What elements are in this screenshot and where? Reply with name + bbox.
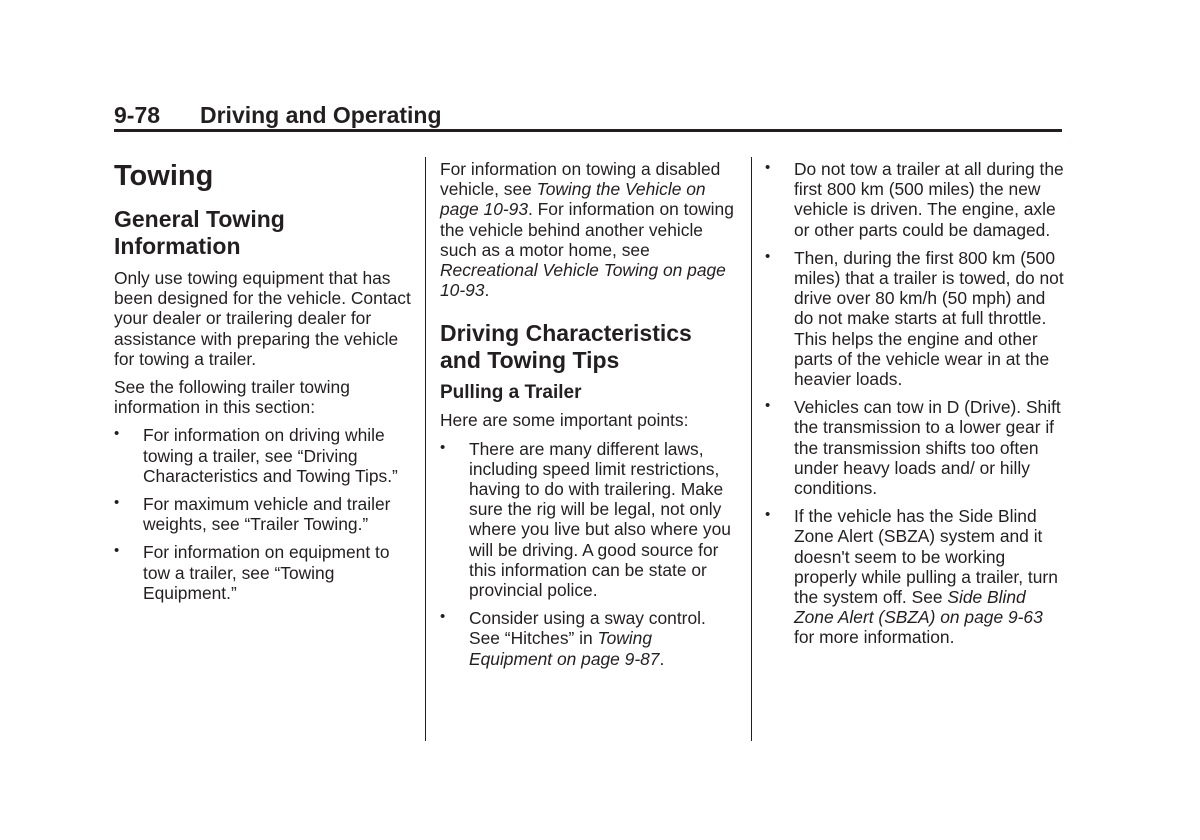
paragraph: See the following trailer towing information in this section: xyxy=(114,377,350,418)
bullet-icon: • xyxy=(765,397,771,415)
section-title: Towing xyxy=(114,160,214,192)
list-item-text: Vehicles can tow in D (Drive). Shift the transmission to a lower gear if the transmission shifts too often under heavy loads and/ or hilly conditions. xyxy=(794,397,1061,499)
bullet-icon: • xyxy=(765,506,771,524)
list-item-text: Do not tow a trailer at all during the first 800 km (500 miles) the new vehicle is driven. The engine, axle or other parts could be damaged. xyxy=(794,159,1064,240)
bullet-icon: • xyxy=(114,494,120,512)
paragraph xyxy=(440,159,738,300)
paragraph: Only use towing equipment that has been designed for the vehicle. Contact your dealer or trailering dealer for assistance with preparing the vehicle for towing a trailer. xyxy=(114,268,411,369)
list-item xyxy=(440,439,738,601)
column-2 xyxy=(440,159,738,677)
list-item-text: For information on driving while towing a trailer, see “Driving Characteristics and Towing Tips.” xyxy=(143,425,398,486)
bullet-icon: • xyxy=(114,425,120,443)
text-run: . For information on towing the vehicle behind another vehicle such as a motor home, see xyxy=(440,199,734,260)
text-run: Consider using a sway control. See “Hitches” in xyxy=(469,608,706,649)
text-run: If the vehicle has the Side Blind Zone Alert (SBZA) system and it doesn't seem to be working properly while pulling a trailer, turn the system off. See xyxy=(794,506,1058,608)
subsection-title: Driving Characteristics and Towing Tips xyxy=(440,320,692,374)
column-divider-2 xyxy=(751,157,752,741)
bullet-icon: • xyxy=(440,438,446,456)
list-item-text: There are many different laws, including speed limit restrictions, having to do with trailering. Make sure the rig will be legal, not only where you live but also where you will be driving. A good source for this information can be state or provincial police. xyxy=(469,438,731,601)
bullet-icon: • xyxy=(440,608,446,626)
bullet-icon: • xyxy=(114,542,120,560)
list-item xyxy=(765,248,1065,389)
cross-reference: Towing Equipment on page 9-87 xyxy=(469,628,660,669)
paragraph: Here are some important points: xyxy=(440,410,689,431)
subsection-title: General Towing Information xyxy=(114,206,285,259)
bullet-icon: • xyxy=(765,247,771,265)
bullet-icon: • xyxy=(765,159,771,176)
text-run: . xyxy=(484,280,490,301)
text-run: . xyxy=(659,648,665,669)
column-1 xyxy=(114,159,414,611)
page-header xyxy=(114,100,1062,132)
cross-reference: Towing the Vehicle on page 10-93 xyxy=(440,179,706,220)
list-item xyxy=(114,542,414,603)
bullet-list xyxy=(114,425,414,603)
subsubsection-title: Pulling a Trailer xyxy=(440,382,582,404)
list-item-text: Then, during the first 800 km (500 miles) that a trailer is towed, do not drive over 80 km/h (50 mph) and do not make starts at full throttle. This helps the engine and other parts of the vehicle wear in at the heavier loads. xyxy=(794,247,1064,390)
bullet-list xyxy=(765,159,1065,648)
column-3 xyxy=(765,159,1065,656)
cross-reference: Recreational Vehicle Towing on page 10-93 xyxy=(440,260,726,301)
bullet-list xyxy=(440,439,738,669)
text-run: for more information. xyxy=(794,627,955,648)
list-item xyxy=(765,506,1065,647)
list-item xyxy=(765,397,1065,498)
page-number: 9-78 xyxy=(114,102,161,128)
list-item xyxy=(114,425,414,486)
text-run: For information on towing a disabled vehicle, see xyxy=(440,159,721,200)
chapter-title: Driving and Operating xyxy=(200,102,442,128)
list-item-text: For maximum vehicle and trailer weights, see “Trailer Towing.” xyxy=(143,494,391,535)
list-item xyxy=(114,494,414,534)
list-item xyxy=(765,159,1065,240)
column-divider-1 xyxy=(425,157,426,741)
list-item xyxy=(440,608,738,669)
list-item-text: For information on equipment to tow a trailer, see “Towing Equipment.” xyxy=(143,542,390,603)
cross-reference: Side Blind Zone Alert (SBZA) on page 9-63 xyxy=(794,587,1043,628)
